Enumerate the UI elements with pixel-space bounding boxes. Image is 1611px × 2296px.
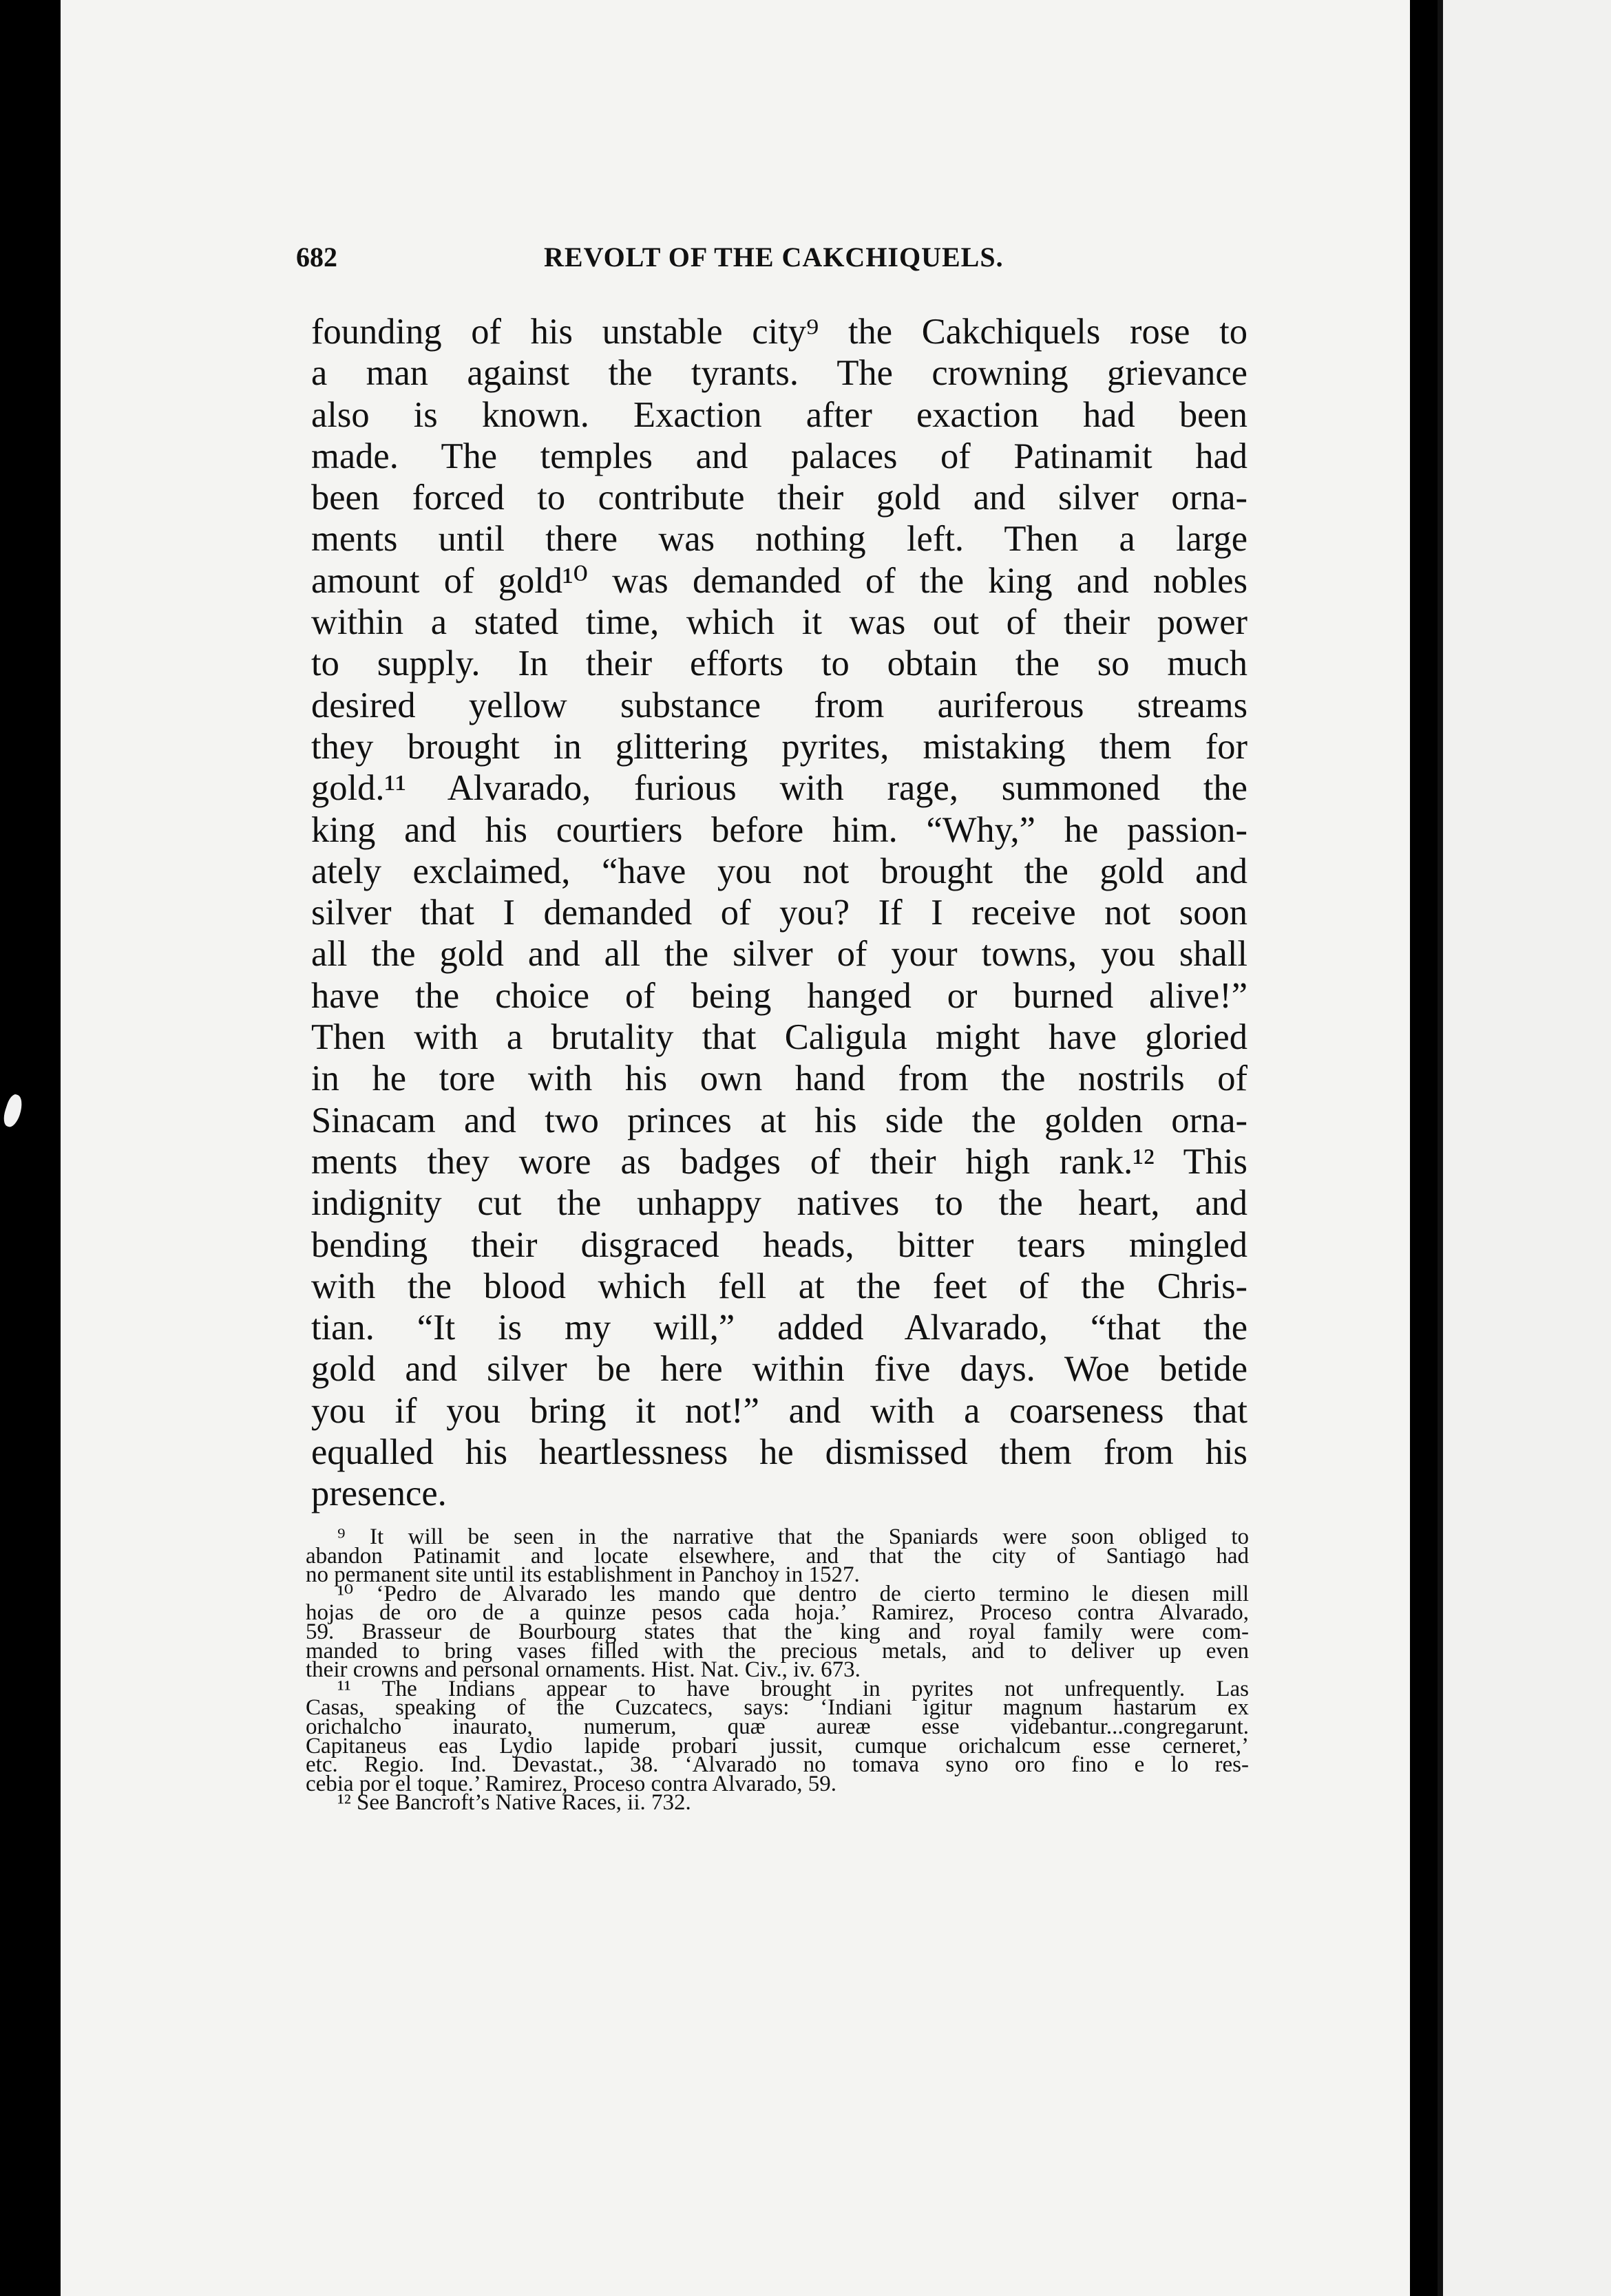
body-line: ments until there was nothing left. Then a large xyxy=(311,519,1247,560)
body-line: bending their disgraced heads, bitter tears mingled xyxy=(311,1224,1247,1265)
footnote-line: their crowns and personal ornaments. Hist. Nat. Civ., iv. 673. xyxy=(306,1657,861,1683)
body-line: ately exclaimed, “have you not brought the gold and xyxy=(311,851,1247,891)
body-line: made. The temples and palaces of Patinamit had xyxy=(311,436,1247,476)
footnote-line: ¹¹ The Indians appear to have brought in pyrites not unfrequently. Las xyxy=(337,1676,1249,1701)
footnote-line: 59. Brasseur de Bourbourg states that the king and royal family were com- xyxy=(306,1619,1249,1644)
scan-speck xyxy=(1,1093,25,1129)
footnote-line: Casas, speaking of the Cuzcatecs, says: ‘Indiani igitur magnum hastarum ex xyxy=(306,1695,1249,1721)
body-line: have the choice of being hanged or burned alive!” xyxy=(311,975,1247,1016)
body-line: in he tore with his own hand from the nostrils of xyxy=(311,1059,1247,1099)
body-line: you if you bring it not!” and with a coarseness that xyxy=(311,1390,1247,1431)
page-number: 682 xyxy=(296,242,337,273)
body-line: they brought in glittering pyrites, mistaking them for xyxy=(311,726,1247,767)
footnote-line: ¹² See Bancroft’s Native Races, ii. 732. xyxy=(337,1790,691,1816)
body-line: been forced to contribute their gold and silver orna- xyxy=(311,478,1247,518)
running-title: REVOLT OF THE CAKCHIQUELS. xyxy=(544,242,1004,273)
body-line: indignity cut the unhappy natives to the heart, and xyxy=(311,1183,1247,1224)
body-line: all the gold and all the silver of your towns, you shall xyxy=(311,934,1247,975)
body-text xyxy=(311,311,1247,1515)
body-line: Then with a brutality that Caligula might have gloried xyxy=(311,1017,1247,1058)
footnote-line: Capitaneus eas Lydio lapide probari jussit, cumque orichalcum esse cerneret,’ xyxy=(306,1733,1249,1758)
footnote-line: hojas de oro de a quinze pesos cada hoja.’ Ramirez, Proceso contra Alvarado, xyxy=(306,1600,1249,1626)
footnote-line: etc. Regio. Ind. Devastat., 38. ‘Alvarado no tomava syno oro fino e lo res- xyxy=(306,1752,1249,1778)
body-line: equalled his heartlessness he dismissed them from his xyxy=(311,1432,1247,1473)
body-line: ments they wore as badges of their high rank.¹² This xyxy=(311,1141,1247,1182)
footnote-line: manded to bring vases filled with the precious metals, and to deliver up even xyxy=(306,1638,1249,1663)
body-line: gold and silver be here within five days. Woe betide xyxy=(311,1349,1247,1390)
body-line: with the blood which fell at the feet of the Chris- xyxy=(311,1266,1247,1306)
body-line: tian. “It is my will,” added Alvarado, “that the xyxy=(311,1308,1247,1348)
body-line: presence. xyxy=(311,1474,447,1514)
body-line: gold.¹¹ Alvarado, furious with rage, summoned the xyxy=(311,768,1247,809)
body-line: within a stated time, which it was out of their power xyxy=(311,602,1247,643)
facing-page-edge xyxy=(1443,0,1611,2296)
footnote-line: ⁹ It will be seen in the narrative that the Spaniards were soon obliged to xyxy=(337,1524,1249,1549)
body-line: founding of his unstable city⁹ the Cakchiquels rose to xyxy=(311,312,1247,352)
footnote-line: no permanent site until its establishment in Panchoy in 1527. xyxy=(306,1562,860,1588)
page-header xyxy=(296,241,1046,282)
body-line: king and his courtiers before him. “Why,” he passion- xyxy=(311,809,1247,850)
footnote-line: ¹⁰ ‘Pedro de Alvarado les mando que dentro de cierto termino le diesen mill xyxy=(337,1581,1249,1606)
body-line: also is known. Exaction after exaction had been xyxy=(311,394,1247,435)
body-line: desired yellow substance from auriferous streams xyxy=(311,685,1247,725)
footnotes xyxy=(306,1524,1249,1816)
body-line: silver that I demanded of you? If I receive not soon xyxy=(311,893,1247,933)
footnote-line: orichalcho inaurato, numerum, quæ aureæ esse videbantur...congregarunt. xyxy=(306,1714,1249,1739)
body-line: to supply. In their efforts to obtain the so much xyxy=(311,644,1247,684)
footnote-line: abandon Patinamit and locate elsewhere, and that the city of Santiago had xyxy=(306,1543,1249,1569)
body-line: a man against the tyrants. The crowning grievance xyxy=(311,353,1247,394)
body-line: amount of gold¹⁰ was demanded of the king and nobles xyxy=(311,560,1247,601)
footnote-line: cebia por el toque.’ Ramirez, Proceso contra Alvarado, 59. xyxy=(306,1771,836,1796)
body-line: Sinacam and two princes at his side the golden orna- xyxy=(311,1100,1247,1140)
